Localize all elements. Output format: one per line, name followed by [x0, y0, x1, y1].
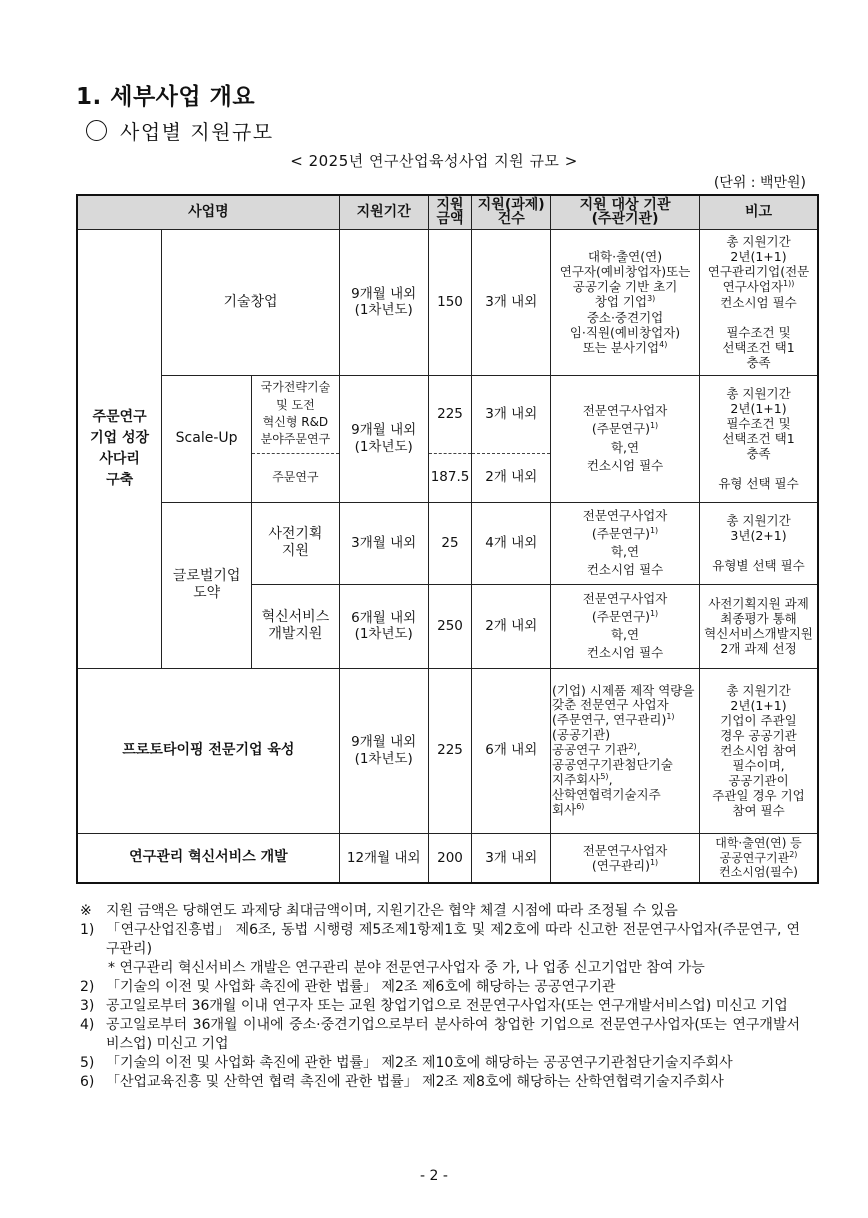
- circle-bullet-icon: [86, 120, 107, 141]
- header-target: 지원 대상 기관 (주관기관): [551, 195, 700, 229]
- period-cell: 9개월 내외 (1차년도): [339, 668, 428, 833]
- header-period: 지원기간: [339, 195, 428, 229]
- count-cell: 6개 내외: [472, 668, 551, 833]
- footnote: 2) 「기술의 이전 및 사업화 촉진에 관한 법률」 제2조 제6호에 해당하는 공공연구기관: [80, 979, 616, 995]
- row-name-tech: 기술창업: [162, 229, 340, 375]
- note-cell: 총 지원기간 2년(1+1) 연구관리기업(전문 연구사업자$^{1))}$ 컨소시엄 필수 필수조건 및 선택조건 택1 충족: [700, 229, 818, 375]
- table-row: [77, 502, 818, 584]
- table-row: [77, 375, 818, 453]
- sub-name-order: 주문연구: [252, 453, 340, 502]
- target-cell: (기업) 시제품 제작 역량을 갖춘 전문연구 사업자 (주문연구, 연구관리)$^{1)}$ (공공기관) 공공연구 기관$^{2)}$, 공공연구기관첨단기술 지주회사$^{5)}$, 산학연협력기술지주 회사$^{6)}$: [551, 668, 700, 833]
- count-cell: 3개 내외: [472, 833, 551, 883]
- footnote: ※ 지원 금액은 당해연도 과제당 최대금액이며, 지원기간은 협약 체결 시점에 따라 조정될 수 있음: [80, 903, 678, 919]
- count-cell: 2개 내외: [472, 584, 551, 668]
- period-cell: 9개월 내외 (1차년도): [339, 375, 428, 502]
- subheading: [86, 116, 274, 145]
- amount-cell: 150: [428, 229, 472, 375]
- note-cell: 대학·출연(연) 등 공공연구기관$^{2)}$ 컨소시엄(필수): [700, 833, 818, 883]
- count-cell: 3개 내외: [472, 229, 551, 375]
- target-cell: 전문연구사업자 (주문연구)$^{1)}$ 학,연 컨소시엄 필수: [551, 375, 700, 502]
- footnote: 1) 「연구산업진흥법」 제6조, 동법 시행령 제5조제1항제1호 및 제2호에 따라 신고한 전문연구사업자(주문연구, 연구관리): [80, 922, 800, 957]
- target-cell: 대학·출연(연) 연구자(예비창업자)또는 공공기술 기반 초기 창업 기업$^{3)}$ 중소·중견기업 임·직원(예비창업자) 또는 분사기업$^{4)}$: [551, 229, 700, 375]
- group-ladder: 주문연구 기업 성장 사다리 구축: [77, 229, 162, 668]
- footnotes: [80, 902, 800, 1092]
- amount-cell: 25: [428, 502, 472, 584]
- count-cell: 3개 내외: [472, 375, 551, 453]
- row-name-scaleup: Scale-Up: [162, 375, 252, 502]
- table-caption: < 2025년 연구산업육성사업 지원 규모 >: [290, 152, 578, 170]
- note-cell: 사전기획지원 과제 최종평가 통해 혁신서비스개발지원 2개 과제 선정: [700, 584, 818, 668]
- note-cell: 총 지원기간 3년(2+1) 유형별 선택 필수: [700, 502, 818, 584]
- period-cell: 6개월 내외 (1차년도): [339, 584, 428, 668]
- footnote: 3) 공고일로부터 36개월 이내 연구자 또는 교원 창업기업으로 전문연구사업자(또는 연구개발서비스업) 미신고 기업: [80, 998, 788, 1014]
- footnote: 5) 「기술의 이전 및 사업화 촉진에 관한 법률」 제2조 제10호에 해당하는 공공연구기관첨단기술지주회사: [80, 1055, 733, 1071]
- count-cell: 2개 내외: [472, 453, 551, 502]
- header-amount: 지원 금액: [428, 195, 472, 229]
- sub-name-preplan: 사전기획 지원: [252, 502, 340, 584]
- sub-name-strategic: 국가전략기술 및 도전 혁신형 R&D 분야주문연구: [252, 375, 340, 453]
- subheading-text: 사업별 지원규모: [120, 120, 274, 144]
- amount-cell: 250: [428, 584, 472, 668]
- header-note: 비고: [700, 195, 818, 229]
- count-cell: 4개 내외: [472, 502, 551, 584]
- section-heading: 1. 세부사업 개요: [76, 84, 256, 110]
- table-row: [77, 833, 818, 883]
- footnote: 4) 공고일로부터 36개월 이내에 중소·중견기업으로부터 분사하여 창업한 기업으로 전문연구사업자(또는 연구개발서비스업) 미신고 기업: [80, 1017, 800, 1052]
- target-cell: 전문연구사업자 (주문연구)$^{1)}$ 학,연 컨소시엄 필수: [551, 584, 700, 668]
- period-cell: 9개월 내외 (1차년도): [339, 229, 428, 375]
- note-cell: 총 지원기간 2년(1+1) 필수조건 및 선택조건 택1 충족 유형 선택 필수: [700, 375, 818, 502]
- row-name-global: 글로벌기업 도약: [162, 502, 252, 668]
- footnote: * 연구관리 혁신서비스 개발은 연구관리 분야 전문연구사업자 중 가, 나 업종 신고기업만 참여 가능: [108, 960, 705, 976]
- table-header-row: [77, 195, 818, 229]
- page-number: - 2 -: [420, 1168, 448, 1184]
- header-count: 지원(과제) 건수: [472, 195, 551, 229]
- support-scale-table: [76, 194, 819, 884]
- header-name: 사업명: [77, 195, 339, 229]
- target-cell: 전문연구사업자 (주문연구)$^{1)}$ 학,연 컨소시엄 필수: [551, 502, 700, 584]
- footnote: 6) 「산업교육진흥 및 산학연 협력 촉진에 관한 법률」 제2조 제8호에 해당하는 산학연협력기술지주회사: [80, 1074, 724, 1090]
- period-cell: 3개월 내외: [339, 502, 428, 584]
- row-name-admin: 연구관리 혁신서비스 개발: [77, 833, 339, 883]
- target-cell: 전문연구사업자 (연구관리)$^{1)}$: [551, 833, 700, 883]
- amount-cell: 225: [428, 375, 472, 453]
- sub-name-innovation: 혁신서비스 개발지원: [252, 584, 340, 668]
- table-row: [77, 229, 818, 375]
- note-cell: 총 지원기간 2년(1+1) 기업이 주관일 경우 공공기관 컨소시엄 참여 필수이며, 공공기관이 주관일 경우 기업 참여 필수: [700, 668, 818, 833]
- row-name-proto: 프로토타이핑 전문기업 육성: [77, 668, 339, 833]
- amount-cell: 200: [428, 833, 472, 883]
- unit-label: (단위 : 백만원): [713, 175, 806, 191]
- amount-cell: 187.5: [428, 453, 472, 502]
- period-cell: 12개월 내외: [339, 833, 428, 883]
- amount-cell: 225: [428, 668, 472, 833]
- table-row: [77, 668, 818, 833]
